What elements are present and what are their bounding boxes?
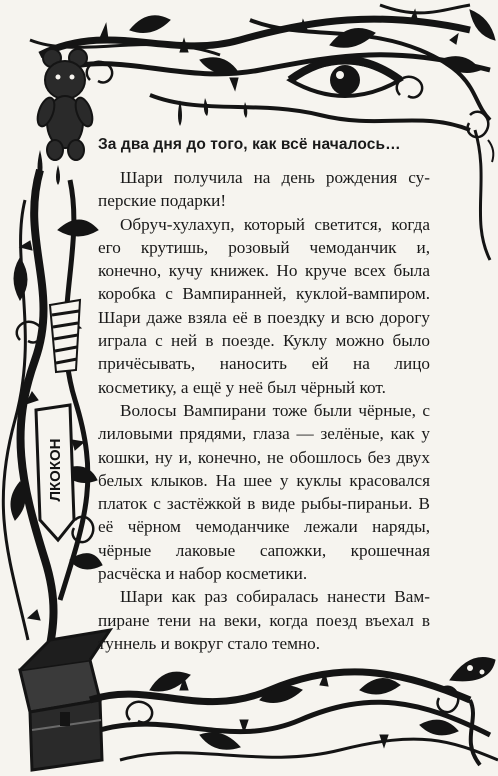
scroll-tag-text: ЛКОКОН [47, 438, 64, 502]
bottom-right-flourish [450, 658, 495, 766]
bottom-vine-border [90, 672, 498, 760]
right-vine-border [475, 130, 493, 260]
paragraph-2: Обруч-хулахуп, который светится, когда его крутишь, розовый чемоданчик и, конечно, кучу книжек. Но круче всех была коробка с Вампиранней, куклой-вампиром. Шари даже взяла её в поездку и всю дорогу играла с ней в поезде. Куклу можно было причёсывать, наносить ей на лицо косметику, а ещё у неё был чёрный кот. [98, 214, 430, 397]
story-text [98, 134, 430, 655]
paragraph-1: Шари получила на день рождения суперские подарки! [98, 168, 430, 211]
paragraph-4: Шари как раз собиралась нанести Вампиране тени на веки, когда поезд въехал в туннель и вокруг стало темно. [98, 587, 430, 653]
top-vine-border [30, 5, 495, 137]
eye-icon [290, 60, 400, 96]
chapter-heading: За два дня до того, как всё началось… [98, 136, 401, 153]
striped-ribbon-icon [50, 300, 80, 372]
paragraph-3: Волосы Вампирани тоже были чёрные, с лиловыми прядями, глаза — зелёные, как у кошки, ну и, конечно, не обошлось без двух белых клыков. На шее у куклы красовался платок с застёжкой в виде рыбы-пираньи. В её чёрном чемоданчике лежали наряды, чёрные лаковые сапожки, крошечная расчёска и набор косметики. [98, 400, 430, 584]
scroll-tag-icon [36, 405, 74, 540]
